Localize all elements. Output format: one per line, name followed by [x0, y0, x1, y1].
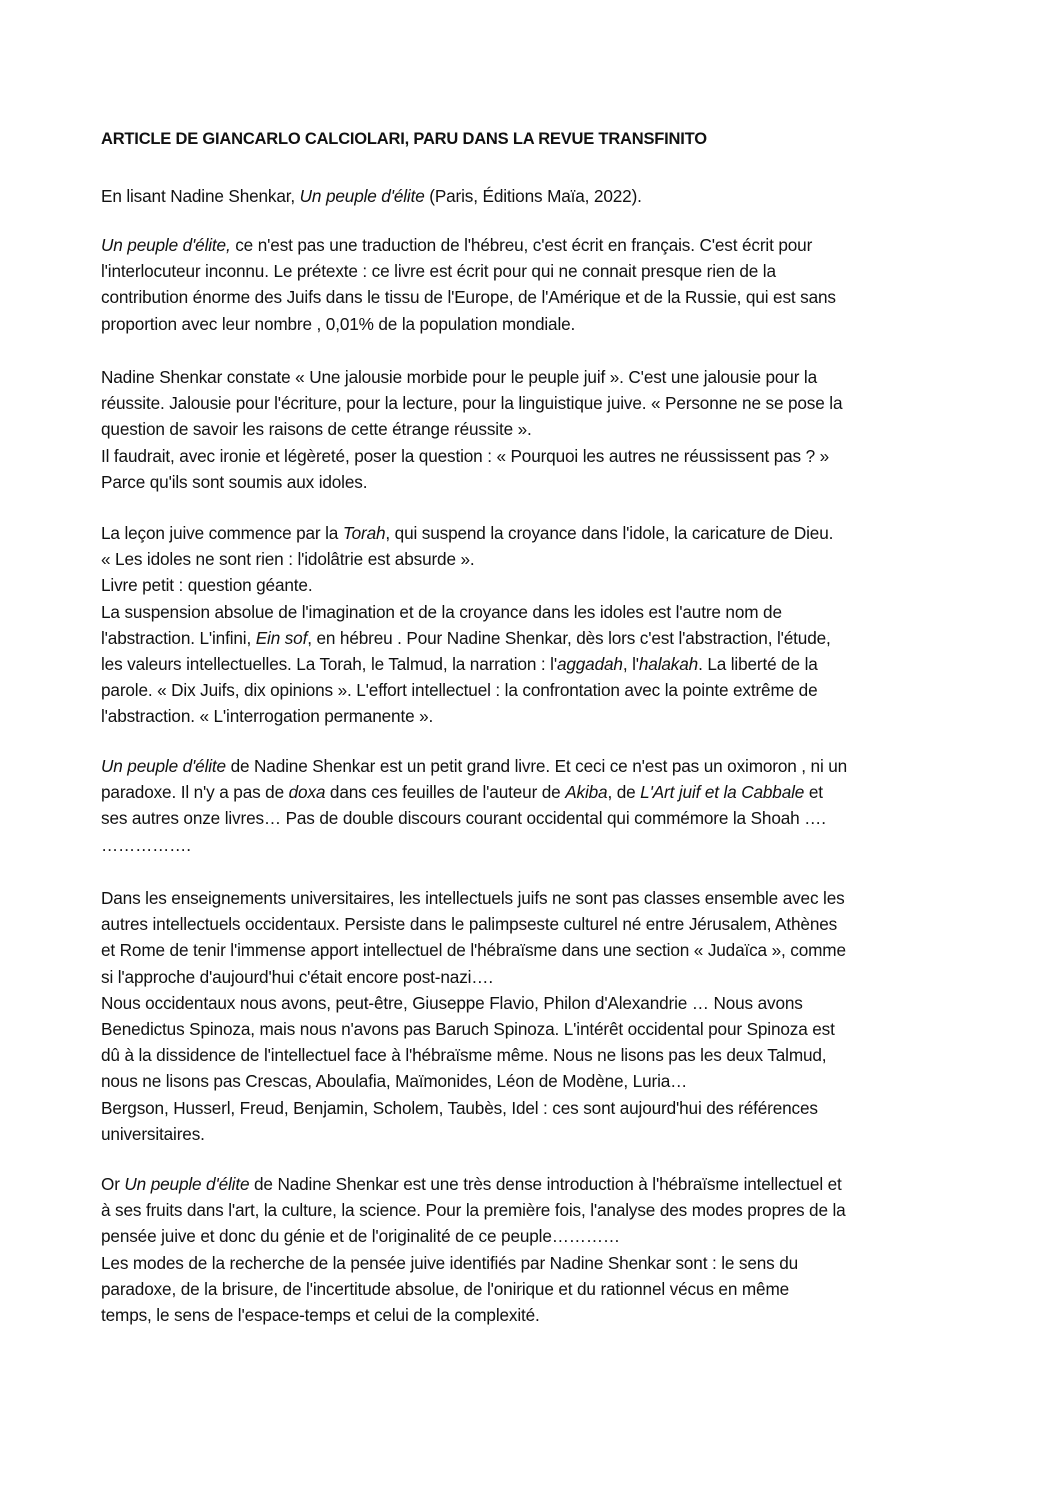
intro-line: [101, 183, 963, 209]
paragraph-line: nous ne lisons pas Crescas, Aboulafia, Maïmonides, Léon de Modène, Luria…: [101, 1071, 688, 1092]
paragraph-line: Dans les enseignements universitaires, les intellectuels juifs ne sont pas classes ensemble avec les: [101, 888, 845, 908]
italic-term: Ein sof: [255, 627, 308, 648]
paragraph-line: [101, 779, 963, 805]
paragraph-line: [101, 1171, 963, 1197]
paragraph-line: pensée juive et donc du génie et de l'originalité de ce peuple…………: [101, 1226, 620, 1247]
article-title: ARTICLE DE GIANCARLO CALCIOLARI, PARU DANS LA REVUE TRANSFINITO: [101, 130, 707, 148]
paragraph-1: [101, 232, 963, 337]
line-text: . La liberté de la: [698, 654, 818, 675]
line-text: paradoxe. Il n'y a pas de: [101, 782, 289, 803]
italic-term: aggadah: [556, 654, 623, 675]
paragraph-line: question de savoir les raisons de cette étrange réussite ».: [101, 419, 532, 440]
book-title: Un peuple d'élite: [124, 1174, 250, 1194]
paragraph-line: et Rome de tenir l'immense apport intellectuel de l'hébraïsme dans une section « Judaïca », comme: [101, 940, 846, 961]
book-title: Un peuple d'élite,: [101, 235, 231, 255]
paragraph-line: Livre petit : question géante.: [101, 575, 313, 596]
line-text: , en hébreu . Pour Nadine Shenkar, dès lors c'est l'abstraction, l'étude,: [307, 627, 831, 648]
paragraph-line: Nadine Shenkar constate « Une jalousie morbide pour le peuple juif ». C'est une jalousie pour la: [101, 367, 817, 387]
line-text: , de: [607, 782, 641, 803]
paragraph-3: [101, 520, 963, 730]
paragraph-line: [101, 232, 963, 258]
italic-term: doxa: [288, 782, 326, 803]
paragraph-6: [101, 1171, 963, 1328]
paragraph-line: [101, 625, 963, 651]
book-title: L'Art juif et la Cabbale: [640, 782, 805, 803]
book-title: Akiba: [565, 782, 608, 803]
paragraph-line: dû à la dissidence de l'intellectuel face à l'hébraïsme même. Nous ne lisons pas les deux Talmud,: [101, 1045, 827, 1066]
paragraph-line: [101, 520, 963, 546]
paragraph-line: ses autres onze livres… Pas de double discours courant occidental qui commémore la Shoah ….: [101, 808, 826, 829]
line-text: l'abstraction. L'infini,: [101, 627, 256, 648]
book-title: Un peuple d'élite: [101, 756, 226, 776]
paragraph-line: réussite. Jalousie pour l'écriture, pour la lecture, pour la linguistique juive. « Personne ne se pose la: [101, 393, 843, 414]
paragraph-line: Parce qu'ils sont soumis aux idoles.: [101, 471, 368, 492]
paragraph-line: Benedictus Spinoza, mais nous n'avons pas Baruch Spinoza. L'intérêt occidental pour Spinoza est: [101, 1019, 835, 1040]
paragraph-line: Il faudrait, avec ironie et légèreté, poser la question : « Pourquoi les autres ne réussissent pas ? »: [101, 445, 830, 466]
paragraph-2: [101, 364, 963, 495]
line-text: ce n'est pas une traduction de l'hébreu, c'est écrit en français. C'est écrit pour: [230, 235, 813, 255]
line-text: les valeurs intellectuelles. La Torah, le Talmud, la narration : l': [101, 654, 557, 675]
line-text: , l': [622, 654, 639, 675]
paragraph-line: temps, le sens de l'espace-temps et celui de la complexité.: [101, 1305, 540, 1326]
paragraph-line: contribution énorme des Juifs dans le tissu de l'Europe, de l'Amérique et de la Russie, qui est sans: [101, 287, 836, 308]
paragraph-line: [101, 651, 963, 677]
paragraph-line: Les modes de la recherche de la pensée juive identifiés par Nadine Shenkar sont : le sens du: [101, 1252, 799, 1273]
paragraph-line: autres intellectuels occidentaux. Persiste dans le palimpseste culturel né entre Jérusalem, Athènes: [101, 914, 838, 935]
line-text: , qui suspend la croyance dans l'idole, la caricature de Dieu.: [385, 523, 834, 543]
book-title: Un peuple d'élite: [299, 186, 425, 206]
paragraph-line: La suspension absolue de l'imagination et de la croyance dans les idoles est l'autre nom de: [101, 601, 782, 622]
line-text: Or: [101, 1174, 125, 1194]
paragraph-line: Bergson, Husserl, Freud, Benjamin, Scholem, Taubès, Idel : ces sont aujourd'hui des références: [101, 1097, 818, 1118]
paragraph-line: …………….: [101, 834, 191, 855]
line-text: de Nadine Shenkar est un petit grand livre. Et ceci ce n'est pas un oximoron , ni un: [225, 756, 848, 776]
paragraph-5: [101, 885, 963, 1147]
paragraph-line: « Les idoles ne sont rien : l'idolâtrie est absurde ».: [101, 549, 475, 570]
paragraph-line: l'interlocuteur inconnu. Le prétexte : ce livre est écrit pour qui ne connait presque rien de la: [101, 261, 776, 282]
paragraph-line: proportion avec leur nombre , 0,01% de la population mondiale.: [101, 313, 576, 334]
paragraph-line: paradoxe, de la brisure, de l'incertitude absolue, de l'onirique et du rationnel vécus en même: [101, 1278, 790, 1299]
intro-text-end: (Paris, Éditions Maïa, 2022).: [424, 186, 642, 206]
intro-paragraph: [101, 183, 963, 209]
paragraph-line: l'abstraction. « L'interrogation permanente ».: [101, 706, 434, 727]
line-text: de Nadine Shenkar est une très dense introduction à l'hébraïsme intellectuel et: [249, 1174, 842, 1194]
paragraph-line: à ses fruits dans l'art, la culture, la science. Pour la première fois, l'analyse des modes propres de la: [101, 1200, 846, 1221]
paragraph-line: parole. « Dix Juifs, dix opinions ». L'effort intellectuel : la confrontation avec la pointe extrême de: [101, 680, 818, 701]
line-text: dans ces feuilles de l'auteur de: [325, 782, 566, 803]
paragraph-line: [101, 753, 963, 779]
italic-term: Torah: [342, 523, 386, 543]
italic-term: halakah: [638, 654, 699, 675]
paragraph-line: si l'approche d'aujourd'hui c'était encore post-nazi….: [101, 966, 493, 987]
paragraph-4: [101, 753, 963, 858]
line-text: La leçon juive commence par la: [101, 523, 343, 543]
line-text: et: [804, 782, 823, 803]
paragraph-line: Nous occidentaux nous avons, peut-être, Giuseppe Flavio, Philon d'Alexandrie … Nous avons: [101, 992, 803, 1013]
intro-text: En lisant Nadine Shenkar,: [101, 186, 300, 206]
paragraph-line: universitaires.: [101, 1123, 205, 1144]
